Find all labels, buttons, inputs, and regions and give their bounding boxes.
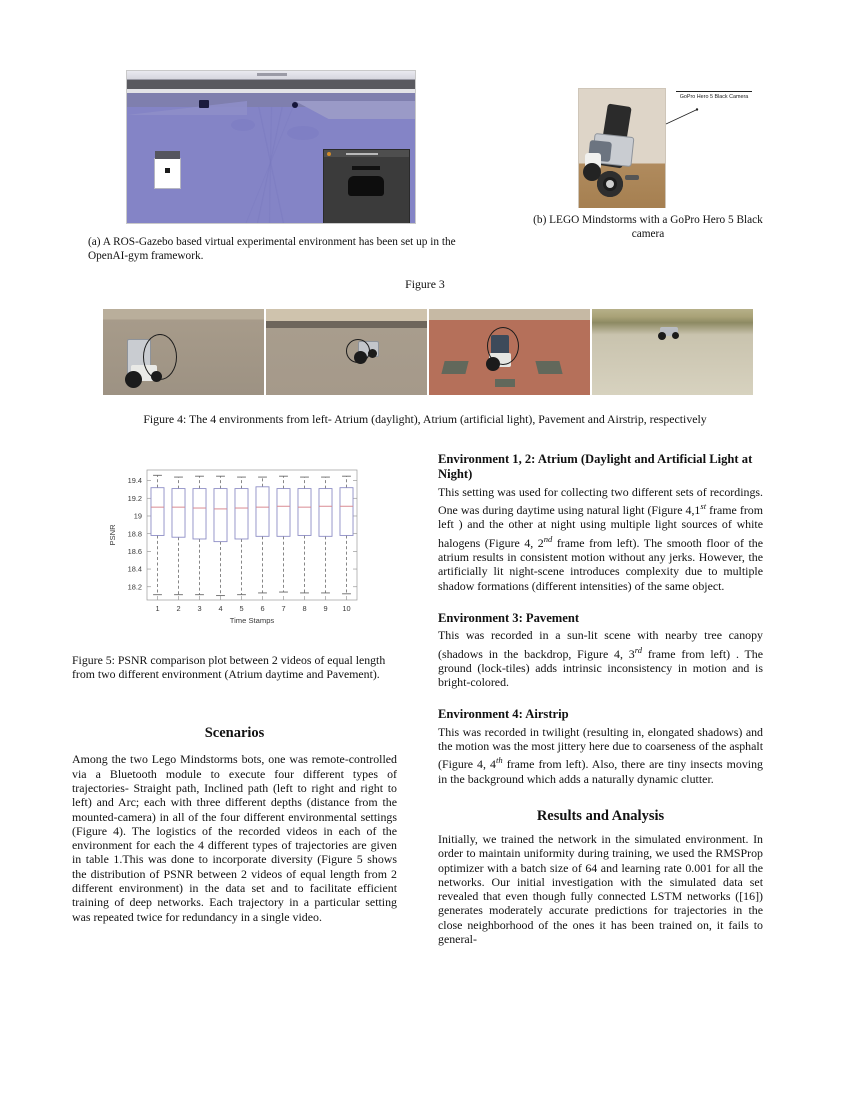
svg-text:18.4: 18.4 <box>127 564 142 574</box>
gopro-callout-label: GoPro Hero 5 Black Camera <box>676 91 752 101</box>
right-column <box>438 452 763 946</box>
left-column <box>72 452 397 924</box>
svg-text:19.4: 19.4 <box>127 476 142 486</box>
environment-3-paragraph <box>438 628 763 689</box>
gazebo-terminal-object <box>348 176 384 196</box>
svg-text:1: 1 <box>154 604 160 613</box>
svg-text:8: 8 <box>301 604 307 613</box>
environment-4-paragraph <box>438 725 763 786</box>
svg-text:4: 4 <box>217 604 223 613</box>
svg-text:7: 7 <box>280 604 286 613</box>
env12-text-2: frame from left ) and the other at night using multiple light sources of white halogens (Figure 4, 2 <box>438 503 763 550</box>
svg-text:19.2: 19.2 <box>127 493 142 503</box>
gazebo-robot-1 <box>199 100 209 108</box>
svg-text:2: 2 <box>175 604 181 613</box>
figure-4-panel-atrium-daylight <box>103 309 264 395</box>
env4-superscript-1: th <box>495 755 503 766</box>
svg-text:6: 6 <box>259 604 265 613</box>
gazebo-camera-view-panel <box>154 158 181 189</box>
results-paragraph: Initially, we trained the network in the simulated environment. In order to maintain uniformity during training, we used the RMSProp optimizer with a batch size of 64 and learning rate 0.001 for all the networks. Our initial investigation with the simulated data set revealed that even though fully connected LSTM networks ([16]) generates moderately accurate predictions for trajectories in the close neighborhood of the ones it has been trained on, it fails to general- <box>438 831 763 947</box>
boxplot-svg <box>101 460 369 635</box>
figure-5-caption: Figure 5: PSNR comparison plot between 2 videos of equal length from two different environment (Atrium daytime and Pavement). <box>72 653 386 682</box>
figure-3-label: Figure 3 <box>405 277 445 291</box>
svg-text:10: 10 <box>341 604 351 613</box>
gazebo-panel-titlebar <box>155 151 180 159</box>
lego-front-wheel <box>597 171 623 197</box>
lego-photo-frame <box>578 88 666 208</box>
pavement-tile <box>495 379 515 387</box>
env12-text-1: This setting was used for collecting two different sets of recordings. One was during daytime using natural light (Figure 4,1 <box>438 484 763 518</box>
gazebo-panel-robot-dot <box>165 168 170 173</box>
env12-superscript-2: nd <box>543 533 553 544</box>
svg-text:19: 19 <box>133 511 142 521</box>
svg-text:3: 3 <box>196 604 202 613</box>
figure-4-panel-pavement <box>429 309 590 395</box>
figure-4-panel-airstrip <box>592 309 753 395</box>
figure-4-panel-atrium-artificial <box>266 309 427 395</box>
env4-text-2: frame from left). Also, there are tiny insects moving in the background which adds a naturally dynamic clutter. <box>438 757 763 786</box>
gazebo-shadow-2 <box>287 126 319 140</box>
environment-1-2-heading: Environment 1, 2: Atrium (Daylight and Artificial Light at Night) <box>438 452 753 482</box>
scenarios-heading: Scenarios <box>204 725 265 742</box>
environment-3-heading: Environment 3: Pavement <box>438 610 580 625</box>
gazebo-robot-2 <box>292 102 298 108</box>
gazebo-terminal-bar <box>352 166 380 170</box>
svg-text:18.8: 18.8 <box>127 529 142 539</box>
gazebo-terminal-titlebar <box>324 150 409 157</box>
env3-text-1: This was recorded in a sun-lit scene with nearby tree canopy (shadows in the backdrop, Figure 4, 3 <box>438 628 763 661</box>
env12-text-3: frame from left). The smooth floor of the atrium results in consistent motion without any jerks. However, the artificially lit night-scene introduces complexity due to multiple shadow formations (different intensities) of the same object. <box>438 535 763 593</box>
svg-text:18.6: 18.6 <box>127 546 142 556</box>
gazebo-left-wall <box>127 101 247 115</box>
gazebo-simulation-screenshot <box>126 70 416 224</box>
svg-text:PSNR: PSNR <box>107 524 117 546</box>
environment-1-2-paragraph <box>438 485 763 593</box>
gazebo-menubar <box>127 80 415 89</box>
robot-wheel <box>125 371 142 388</box>
robot-wheel <box>658 332 666 340</box>
callout-leader-line <box>664 88 756 208</box>
gazebo-terminal-panel <box>323 149 410 224</box>
figure-4-panels <box>103 309 758 395</box>
lego-axle <box>625 175 639 180</box>
figure-3b-caption: (b) LEGO Mindstorms with a GoPro Hero 5 Black camera <box>533 214 763 240</box>
robot-wheel-2 <box>151 371 162 382</box>
gazebo-subbar <box>127 89 415 93</box>
svg-text:9: 9 <box>322 604 328 613</box>
scenarios-paragraph: Among the two Lego Mindstorms bots, one was remote-controlled via a Bluetooth module to execute four different types of trajectories- Straight path, Inclined path (left to right and right to left) and Arc; each with three different depths (distance from the mounted-camera) in all of the four different environmental settings (Figure 4). The logistics of the recorded videos in each of the environment for each the 4 different types of trajectories are given in table 1.This was done to incorporate diversity (Figure 5 shows the distribution of PSNR between 2 videos of equal length from 2 different environment) in the data set and to facilitate efficient training of deep networks. Each trajectory in a particular setting was repeated twice for redundancy in a single video. <box>72 752 397 924</box>
env3-superscript-1: rd <box>634 644 643 655</box>
gazebo-toolbar <box>127 71 415 80</box>
results-and-analysis-heading: Results and Analysis <box>536 807 665 824</box>
robot-wheel <box>486 357 500 371</box>
env12-superscript-1: st <box>700 501 707 512</box>
pavement-tile <box>535 361 562 374</box>
psnr-boxplot-chart <box>101 460 369 635</box>
robot-wheel <box>354 351 367 364</box>
lego-mindstorms-photo <box>578 88 756 208</box>
svg-text:5: 5 <box>238 604 244 613</box>
figure-3a-caption: (a) A ROS-Gazebo based virtual experimental environment has been set up in the OpenAI-gym framework. <box>88 236 456 262</box>
robot-wheel-2 <box>368 349 377 358</box>
figure-4-caption: Figure 4: The 4 environments from left- Atrium (daylight), Atrium (artificial light), Pavement and Airstrip, respectively <box>143 412 707 426</box>
robot-wheel-2 <box>672 332 679 339</box>
pavement-tile <box>441 361 468 374</box>
env4-text-1: This was recorded in twilight (resulting in, elongated shadows) and the motion was the most jittery here due to coarseness of the asphalt (Figure 4, 4 <box>438 724 763 772</box>
environment-4-heading: Environment 4: Airstrip <box>438 707 569 722</box>
env3-text-2: frame from left) . The ground (lock-tiles) adds intrinsic inconsistency in motion and is bright-colored. <box>438 646 764 690</box>
gazebo-shadow-1 <box>231 119 255 131</box>
svg-text:18.2: 18.2 <box>127 582 142 592</box>
svg-text:Time Stamps: Time Stamps <box>229 616 274 625</box>
